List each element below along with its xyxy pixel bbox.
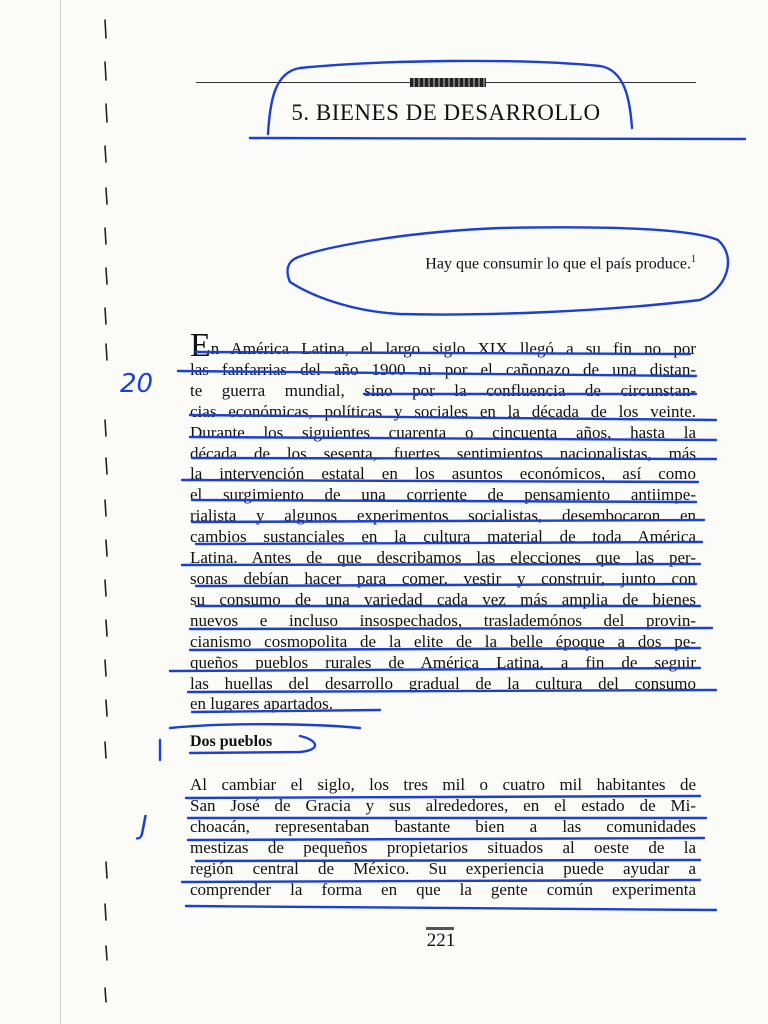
text-line: Latina. Antes de que describamos las elecciones que las per- (190, 548, 696, 568)
footnote-marker: 1 (691, 254, 696, 265)
text-line: década de los sesenta, fuertes sentimientos nacionalistas, más (190, 443, 696, 463)
text-line: te guerra mundial, sino por la confluencia de circunstan- (190, 380, 696, 400)
text-line: en lugares apartados. (190, 694, 334, 714)
margin-note: 20 (120, 369, 154, 399)
section-heading: Dos pueblos (190, 733, 273, 750)
epigraph (300, 254, 696, 273)
text-line: queños pueblos rurales de América Latina, a fin de seguir (190, 652, 696, 672)
text-line: San José de Gracia y sus alrededores, en el estado de Mi- (190, 795, 696, 815)
paragraph-1 (190, 327, 696, 715)
text-line: cianismo cosmopolita de la elite de la belle époque a dos pe- (190, 631, 696, 651)
text-line: rialista y algunos experimentos socialistas, desembocaron en (190, 506, 696, 526)
text-line: las huellas del desarrollo gradual de la cultura del consumo (190, 673, 696, 693)
margin-note: J (140, 811, 148, 841)
drop-cap: E (190, 327, 211, 364)
text-line: choacán, representaban bastante bien a las comunidades (190, 816, 696, 836)
title-underline (250, 138, 745, 139)
text-line: su consumo de una variedad cada vez más amplia de bienes (190, 589, 696, 609)
text-line: cambios sustanciales en la cultura material de toda América (190, 527, 696, 547)
text-line: Durante los siguientes cuarenta o cincuenta años, hasta la (190, 422, 696, 442)
text-line: En América Latina, el largo siglo XIX llegó a su fin no por (190, 327, 696, 364)
text-line: cias económicas, políticas y sociales en la década de los veinte. (190, 401, 696, 421)
paragraph-2 (190, 775, 696, 900)
margin-rule (60, 0, 61, 1024)
text-line: mestizas de pequeños propietarios situados al oeste de la (190, 837, 696, 857)
chapter-title: 5. BIENES DE DESARROLLO (291, 100, 601, 125)
text-line: las fanfarrias del año 1900 ni por el cañonazo de una distan- (190, 359, 696, 379)
text-line: sonas debían hacer para comer, vestir y construir, junto con (190, 568, 696, 588)
binding-marks (105, 20, 107, 1002)
page-number: 221 (426, 930, 456, 951)
text-line: comprender la forma en que la gente común experimenta (190, 879, 696, 899)
text-line: región central de México. Su experiencia puede ayudar a (190, 858, 696, 878)
header-ornament (410, 78, 486, 87)
epigraph-text: Hay que consumir lo que el país produce. (425, 255, 691, 273)
text-line: Al cambiar el siglo, los tres mil o cuatro mil habitantes de (190, 775, 696, 794)
text-line: la intervención estatal en los asuntos económicos, así como (190, 464, 696, 484)
text-line: el surgimiento de una corriente de pensamiento antiimpe- (190, 485, 696, 505)
text-line: nuevos e incluso insospechados, traslademónos del provin- (190, 610, 696, 630)
